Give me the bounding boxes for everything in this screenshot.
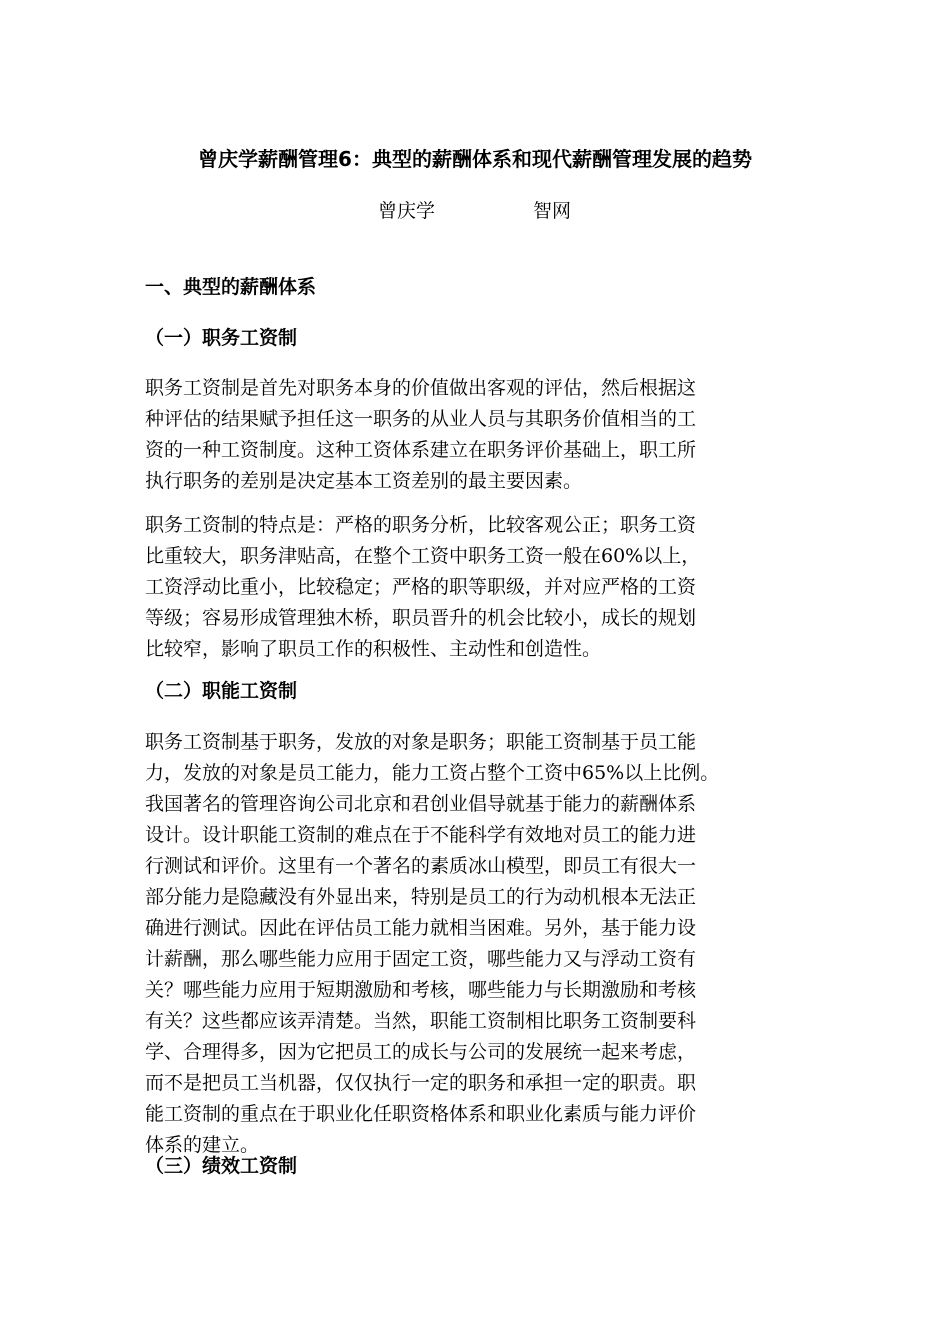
paragraph-line: 确进行测试。因此在评估员工能力就相当困难。另外，基于能力设 xyxy=(145,917,697,939)
paragraph-line: 等级；容易形成管理独木桥，职员晋升的机会比较小，成长的规划 xyxy=(145,607,697,629)
paragraph-line: 行测试和评价。这里有一个著名的素质冰山模型，即员工有很大一 xyxy=(145,855,697,877)
subsection-heading-performance-pay: （三）绩效工资制 xyxy=(145,1155,298,1177)
paragraph-line: 执行职务的差别是决定基本工资差别的最主要因素。 xyxy=(145,470,583,492)
subsection-heading-competency-pay: （二）职能工资制 xyxy=(145,680,298,702)
paragraph-line: 关？哪些能力应用于短期激励和考核，哪些能力与长期激励和考核 xyxy=(145,979,697,1001)
paragraph-line: 我国著名的管理咨询公司北京和君创业倡导就基于能力的薪酬体系 xyxy=(145,793,697,815)
paragraph-competency-pay xyxy=(145,727,805,1161)
paragraph-line: 职务工资制是首先对职务本身的价值做出客观的评估，然后根据这 xyxy=(145,377,697,399)
paragraph-line: 设计。设计职能工资制的难点在于不能科学有效地对员工的能力进 xyxy=(145,824,697,846)
paragraph-line: 比较窄，影响了职员工作的积极性、主动性和创造性。 xyxy=(145,638,602,660)
author-name: 曾庆学 xyxy=(378,200,436,222)
paragraph-line: 学、合理得多，因为它把员工的成长与公司的发展统一起来考虑， xyxy=(145,1041,697,1063)
paragraph-position-pay-features xyxy=(145,510,805,665)
paragraph-line: 有关？这些都应该弄清楚。当然，职能工资制相比职务工资制要科 xyxy=(145,1010,697,1032)
source-name: 智网 xyxy=(533,200,572,222)
section-heading-typical-pay-systems: 一、典型的薪酬体系 xyxy=(145,276,317,298)
paragraph-line: 种评估的结果赋予担任这一职务的从业人员与其职务价值相当的工 xyxy=(145,408,697,430)
paragraph-line: 工资浮动比重小，比较稳定；严格的职等职级，并对应严格的工资 xyxy=(145,576,697,598)
paragraph-line: 力，发放的对象是员工能力，能力工资占整个工资中65%以上比例。 xyxy=(145,762,720,784)
paragraph-line: 资的一种工资制度。这种工资体系建立在职务评价基础上，职工所 xyxy=(145,439,697,461)
paragraph-line: 体系的建立。 xyxy=(145,1134,260,1156)
paragraph-position-pay-definition xyxy=(145,373,805,497)
paragraph-line: 能工资制的重点在于职业化任职资格体系和职业化素质与能力评价 xyxy=(145,1103,697,1125)
paragraph-line: 职务工资制的特点是：严格的职务分析，比较客观公正；职务工资 xyxy=(145,514,697,536)
paragraph-line: 计薪酬，那么哪些能力应用于固定工资，哪些能力又与浮动工资有 xyxy=(145,948,697,970)
paragraph-line: 比重较大，职务津贴高，在整个工资中职务工资一般在60%以上， xyxy=(145,545,701,567)
subsection-heading-position-pay: （一）职务工资制 xyxy=(145,327,298,349)
paragraph-line: 职务工资制基于职务，发放的对象是职务；职能工资制基于员工能 xyxy=(145,731,697,753)
paragraph-line: 而不是把员工当机器，仅仅执行一定的职务和承担一定的职责。职 xyxy=(145,1072,697,1094)
paragraph-line: 部分能力是隐藏没有外显出来，特别是员工的行为动机根本无法正 xyxy=(145,886,697,908)
document-title: 曾庆学薪酬管理6：典型的薪酬体系和现代薪酬管理发展的趋势 xyxy=(198,147,752,171)
